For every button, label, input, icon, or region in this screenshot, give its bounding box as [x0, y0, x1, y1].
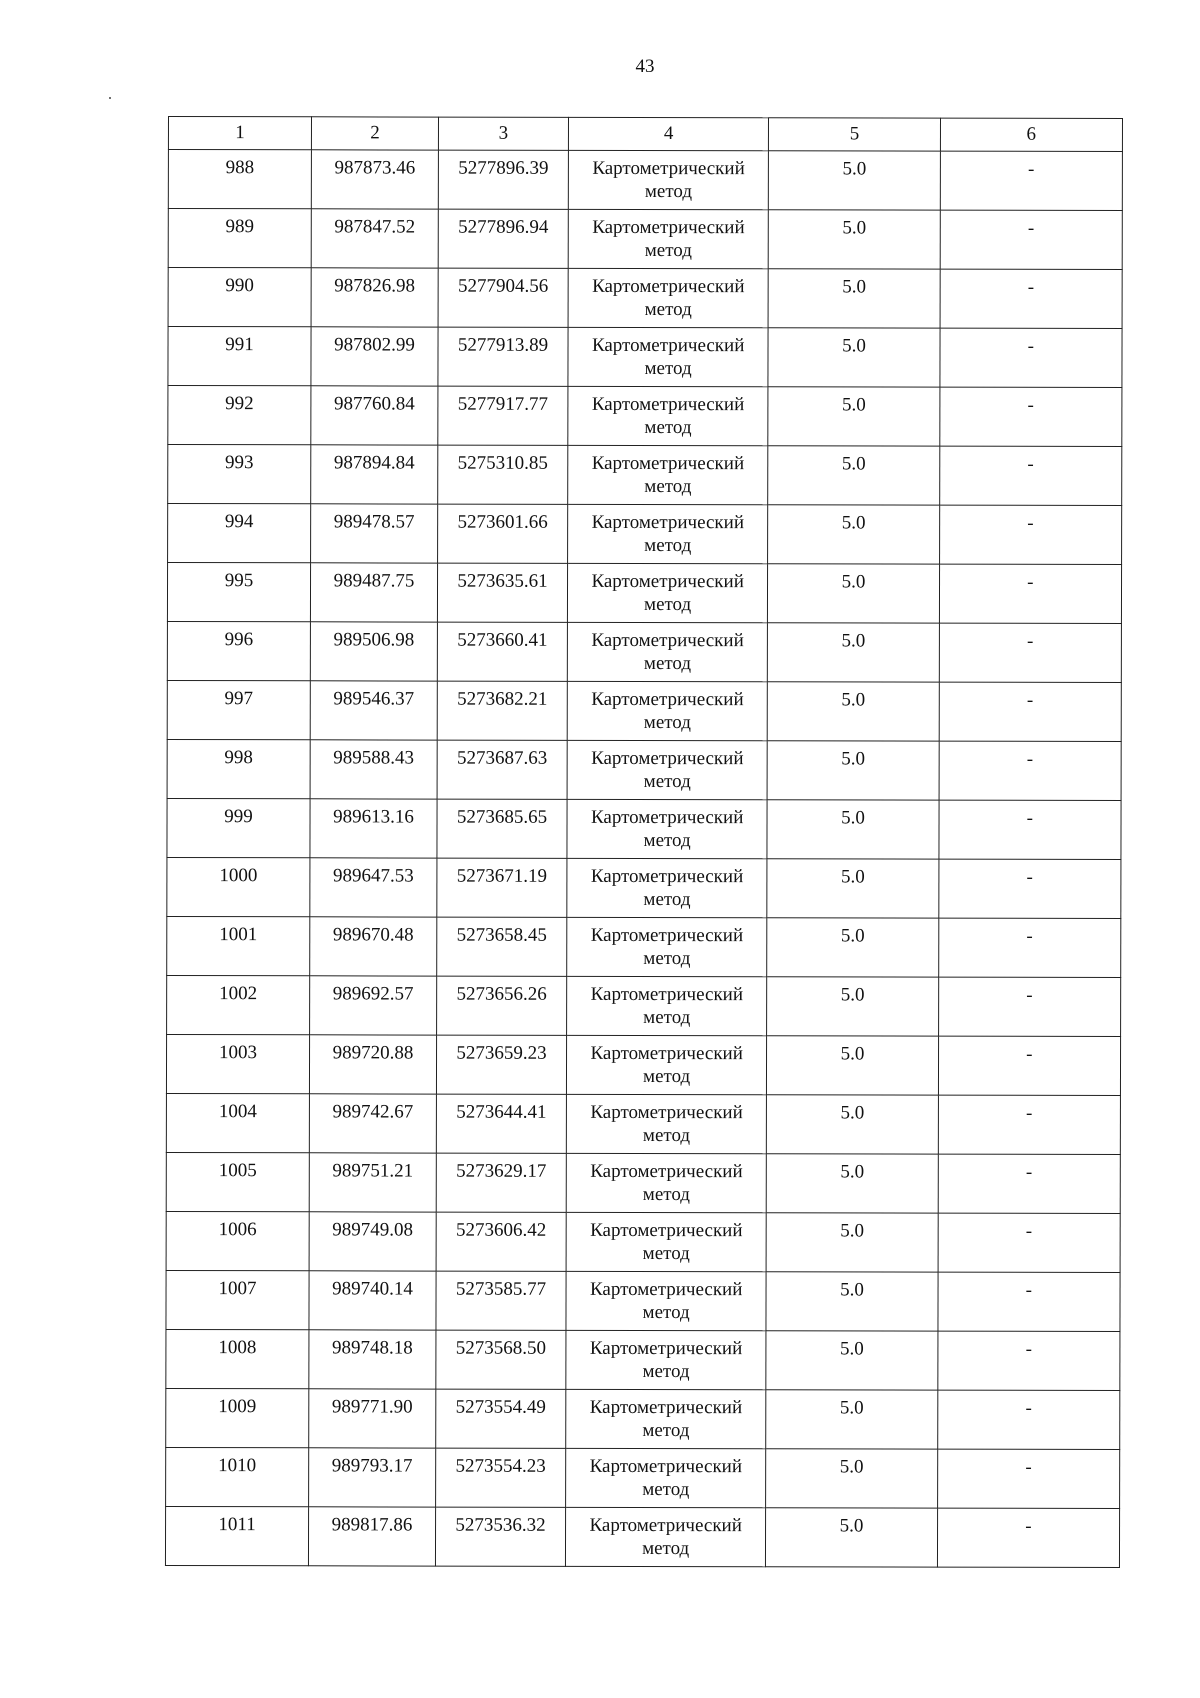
accuracy-cell: 5.0: [766, 1213, 937, 1272]
y-coordinate-cell: 5273629.17: [436, 1153, 566, 1212]
header-cell-1: 1: [168, 117, 311, 150]
method-cell: [566, 976, 767, 1035]
accuracy-cell: 5.0: [767, 1154, 938, 1213]
note-cell: -: [940, 269, 1122, 328]
x-coordinate-cell: 989588.43: [310, 740, 437, 799]
method-line-1: Картометрический: [591, 688, 744, 711]
y-coordinate-cell: 5273606.42: [436, 1212, 566, 1271]
y-coordinate-cell: 5273682.21: [437, 681, 567, 740]
table-row: [168, 445, 1122, 506]
x-coordinate-cell: 989613.16: [310, 799, 437, 858]
point-number-cell: 988: [168, 150, 311, 209]
method-cell: [566, 1094, 767, 1153]
x-coordinate-cell: 989793.17: [309, 1448, 436, 1507]
method-cell: [567, 681, 768, 740]
method-cell: [566, 1271, 767, 1330]
method-line-1: Картометрический: [592, 157, 745, 180]
method-cell: [568, 445, 769, 504]
accuracy-cell: 5.0: [768, 387, 939, 446]
table-row: [166, 1152, 1120, 1213]
note-cell: -: [938, 1036, 1120, 1095]
method-line-2: метод: [643, 652, 692, 675]
y-coordinate-cell: 5273568.50: [436, 1330, 566, 1389]
method-line-2: метод: [644, 475, 692, 498]
x-coordinate-cell: 989546.37: [310, 681, 437, 740]
point-number-cell: 1005: [166, 1152, 309, 1211]
x-coordinate-cell: 989720.88: [309, 1035, 436, 1094]
accuracy-cell: 5.0: [769, 210, 940, 269]
y-coordinate-cell: 5273658.45: [437, 917, 567, 976]
x-coordinate-cell: 987802.99: [311, 327, 438, 386]
table-row: [166, 1093, 1120, 1154]
y-coordinate-cell: 5273687.63: [437, 740, 567, 799]
header-cell-6: 6: [940, 118, 1122, 151]
method-cell: [565, 1507, 766, 1566]
method-line-1: Картометрический: [591, 570, 744, 593]
x-coordinate-cell: 989478.57: [311, 504, 438, 563]
method-line-2: метод: [642, 1124, 691, 1147]
x-coordinate-cell: 989487.75: [310, 563, 437, 622]
accuracy-cell: 5.0: [768, 623, 939, 682]
coordinates-table: [165, 116, 1123, 1568]
method-line-2: метод: [642, 1242, 690, 1265]
table-row: [168, 150, 1122, 211]
y-coordinate-cell: 5277896.39: [438, 150, 568, 209]
point-number-cell: 989: [168, 209, 311, 268]
method-cell: [567, 622, 768, 681]
method-line-1: Картометрический: [590, 1160, 743, 1183]
point-number-cell: 992: [168, 386, 311, 445]
method-cell: [566, 1389, 767, 1448]
point-number-cell: 998: [167, 739, 310, 798]
y-coordinate-cell: 5273554.49: [436, 1389, 566, 1448]
method-cell: [568, 268, 769, 327]
x-coordinate-cell: 989817.86: [309, 1507, 436, 1566]
point-number-cell: 1006: [166, 1211, 309, 1270]
note-cell: -: [939, 387, 1121, 446]
point-number-cell: 1004: [166, 1093, 309, 1152]
accuracy-cell: 5.0: [767, 859, 938, 918]
x-coordinate-cell: 989749.08: [309, 1212, 436, 1271]
header-cell-3: 3: [438, 117, 568, 150]
note-cell: -: [939, 682, 1121, 741]
y-coordinate-cell: 5273585.77: [436, 1271, 566, 1330]
header-cell-4: 4: [568, 117, 769, 150]
note-cell: -: [939, 800, 1121, 859]
x-coordinate-cell: 989748.18: [309, 1330, 436, 1389]
accuracy-cell: 5.0: [767, 918, 938, 977]
method-line-2: метод: [643, 1006, 691, 1029]
table-row: [167, 621, 1121, 682]
accuracy-cell: 5.0: [767, 800, 938, 859]
note-cell: -: [938, 1154, 1120, 1213]
note-cell: -: [939, 446, 1121, 505]
note-cell: -: [937, 1508, 1119, 1567]
note-cell: -: [938, 918, 1120, 977]
method-cell: [567, 858, 768, 917]
accuracy-cell: 5.0: [766, 1272, 937, 1331]
note-cell: -: [939, 505, 1121, 564]
y-coordinate-cell: 5273659.23: [436, 1035, 566, 1094]
method-line-2: метод: [643, 888, 691, 911]
note-cell: -: [939, 741, 1121, 800]
method-line-1: Картометрический: [591, 393, 745, 416]
point-number-cell: 1001: [167, 916, 310, 975]
header-row: [168, 117, 1122, 152]
method-line-2: метод: [644, 180, 693, 203]
method-cell: [566, 1153, 767, 1212]
method-line-1: Картометрический: [592, 275, 745, 298]
method-line-2: метод: [644, 298, 692, 321]
y-coordinate-cell: 5277917.77: [438, 386, 568, 445]
accuracy-cell: 5.0: [768, 446, 939, 505]
note-cell: -: [940, 328, 1122, 387]
method-line-1: Картометрический: [591, 452, 745, 475]
method-line-1: Картометрический: [589, 1337, 743, 1360]
table-row: [168, 327, 1122, 388]
note-cell: -: [937, 1331, 1119, 1390]
method-line-2: метод: [642, 1360, 690, 1383]
x-coordinate-cell: 987847.52: [311, 209, 438, 268]
method-line-1: Картометрический: [589, 1455, 743, 1478]
accuracy-cell: 5.0: [767, 741, 938, 800]
method-line-2: метод: [642, 1537, 690, 1560]
table-row: [166, 1329, 1120, 1390]
method-line-2: метод: [644, 239, 692, 262]
y-coordinate-cell: 5273644.41: [436, 1094, 566, 1153]
method-cell: [566, 1448, 767, 1507]
method-line-1: Картометрический: [589, 1278, 743, 1301]
method-line-2: метод: [642, 1183, 690, 1206]
x-coordinate-cell: 989740.14: [309, 1271, 436, 1330]
method-cell: [567, 917, 768, 976]
x-coordinate-cell: 989751.21: [309, 1153, 436, 1212]
header-cell-2: 2: [311, 117, 438, 150]
x-coordinate-cell: 989506.98: [310, 622, 437, 681]
point-number-cell: 1000: [167, 857, 310, 916]
accuracy-cell: 5.0: [767, 1036, 938, 1095]
point-number-cell: 1010: [166, 1447, 309, 1506]
x-coordinate-cell: 987894.84: [311, 445, 438, 504]
accuracy-cell: 5.0: [768, 682, 939, 741]
table-row: [167, 857, 1121, 918]
method-line-2: метод: [643, 711, 691, 734]
method-line-2: метод: [642, 1301, 690, 1324]
table-row: [167, 680, 1121, 741]
table-row: [168, 504, 1122, 565]
method-line-1: Картометрический: [591, 511, 745, 534]
method-cell: [568, 150, 769, 209]
y-coordinate-cell: 5275310.85: [438, 445, 568, 504]
y-coordinate-cell: 5277896.94: [438, 209, 568, 268]
method-line-2: метод: [644, 534, 692, 557]
note-cell: -: [940, 210, 1122, 269]
method-line-1: Картометрический: [591, 334, 745, 357]
page-number: 43: [635, 56, 655, 77]
y-coordinate-cell: 5273554.23: [436, 1448, 566, 1507]
table-row: [166, 1388, 1120, 1449]
method-cell: [567, 563, 768, 622]
point-number-cell: 991: [168, 327, 311, 386]
accuracy-cell: 5.0: [769, 151, 940, 210]
method-line-2: метод: [644, 357, 692, 380]
accuracy-cell: 5.0: [768, 269, 939, 328]
method-line-1: Картометрический: [590, 924, 744, 947]
method-line-2: метод: [644, 593, 692, 616]
accuracy-cell: 5.0: [766, 1390, 937, 1449]
y-coordinate-cell: 5273601.66: [438, 504, 568, 563]
method-line-1: Картометрический: [590, 983, 744, 1006]
table-row: [168, 268, 1122, 329]
method-line-2: метод: [643, 1065, 691, 1088]
table-row: [166, 1447, 1120, 1508]
point-number-cell: 1008: [166, 1329, 309, 1388]
table-row: [165, 1506, 1119, 1567]
point-number-cell: 995: [167, 563, 310, 622]
method-line-1: Картометрический: [591, 747, 744, 770]
x-coordinate-cell: 989771.90: [309, 1389, 436, 1448]
note-cell: -: [938, 859, 1120, 918]
method-line-2: метод: [642, 1478, 690, 1501]
method-line-2: метод: [643, 770, 691, 793]
table-row: [167, 563, 1121, 624]
method-cell: [566, 1330, 767, 1389]
y-coordinate-cell: 5273660.41: [437, 622, 567, 681]
accuracy-cell: 5.0: [768, 505, 939, 564]
accuracy-cell: 5.0: [766, 1449, 937, 1508]
note-cell: -: [937, 1390, 1119, 1449]
note-cell: -: [937, 1449, 1119, 1508]
method-line-1: Картометрический: [589, 1514, 742, 1537]
accuracy-cell: 5.0: [767, 1095, 938, 1154]
point-number-cell: 997: [167, 680, 310, 739]
method-line-2: метод: [644, 416, 692, 439]
y-coordinate-cell: 5273635.61: [437, 563, 567, 622]
header-cell-5: 5: [769, 118, 940, 151]
y-coordinate-cell: 5273656.26: [437, 976, 567, 1035]
point-number-cell: 990: [168, 268, 311, 327]
y-coordinate-cell: 5273685.65: [437, 799, 567, 858]
accuracy-cell: 5.0: [767, 977, 938, 1036]
table-row: [168, 386, 1122, 447]
accuracy-cell: 5.0: [766, 1508, 937, 1567]
method-line-2: метод: [643, 829, 691, 852]
x-coordinate-cell: 987873.46: [311, 150, 438, 209]
point-number-cell: 999: [167, 798, 310, 857]
point-number-cell: 1003: [166, 1034, 309, 1093]
table-row: [166, 1211, 1120, 1272]
point-number-cell: 1011: [165, 1506, 308, 1565]
point-number-cell: 1007: [166, 1270, 309, 1329]
table-row: [166, 1270, 1120, 1331]
method-cell: [567, 799, 768, 858]
method-cell: [567, 504, 768, 563]
table-header: [168, 117, 1122, 152]
x-coordinate-cell: 987760.84: [311, 386, 438, 445]
point-number-cell: 1009: [166, 1388, 309, 1447]
method-line-2: метод: [643, 947, 691, 970]
table-row: [167, 798, 1121, 859]
y-coordinate-cell: 5277904.56: [438, 268, 568, 327]
accuracy-cell: 5.0: [768, 564, 939, 623]
table-row: [167, 916, 1121, 977]
table-row: [166, 1034, 1120, 1095]
method-line-1: Картометрический: [590, 806, 744, 829]
accuracy-cell: 5.0: [766, 1331, 937, 1390]
scan-dot: [109, 97, 111, 99]
y-coordinate-cell: 5277913.89: [438, 327, 568, 386]
note-cell: -: [940, 151, 1122, 210]
point-number-cell: 994: [168, 504, 311, 563]
method-cell: [568, 209, 769, 268]
note-cell: -: [938, 977, 1120, 1036]
x-coordinate-cell: 987826.98: [311, 268, 438, 327]
note-cell: -: [938, 1213, 1120, 1272]
table-row: [168, 209, 1122, 270]
x-coordinate-cell: 989670.48: [310, 917, 437, 976]
note-cell: -: [939, 564, 1121, 623]
method-cell: [568, 386, 769, 445]
x-coordinate-cell: 989742.67: [309, 1094, 436, 1153]
method-line-1: Картометрический: [590, 865, 744, 888]
note-cell: -: [938, 1272, 1120, 1331]
accuracy-cell: 5.0: [768, 328, 939, 387]
table-row: [167, 975, 1121, 1036]
method-line-1: Картометрический: [590, 1101, 743, 1124]
point-number-cell: 993: [168, 445, 311, 504]
x-coordinate-cell: 989647.53: [310, 858, 437, 917]
x-coordinate-cell: 989692.57: [310, 976, 437, 1035]
method-line-1: Картометрический: [591, 629, 744, 652]
method-cell: [568, 327, 769, 386]
point-number-cell: 1002: [167, 975, 310, 1034]
table-row: [167, 739, 1121, 800]
method-line-2: метод: [642, 1419, 690, 1442]
method-cell: [566, 1035, 767, 1094]
method-cell: [567, 740, 768, 799]
method-line-1: Картометрический: [592, 216, 745, 239]
table-body: [165, 150, 1122, 1568]
method-line-1: Картометрический: [589, 1396, 743, 1419]
y-coordinate-cell: 5273671.19: [437, 858, 567, 917]
point-number-cell: 996: [167, 621, 310, 680]
method-line-1: Картометрический: [590, 1219, 743, 1242]
method-line-1: Картометрический: [590, 1042, 743, 1065]
note-cell: -: [939, 623, 1121, 682]
method-cell: [566, 1212, 767, 1271]
note-cell: -: [938, 1095, 1120, 1154]
y-coordinate-cell: 5273536.32: [435, 1507, 565, 1566]
